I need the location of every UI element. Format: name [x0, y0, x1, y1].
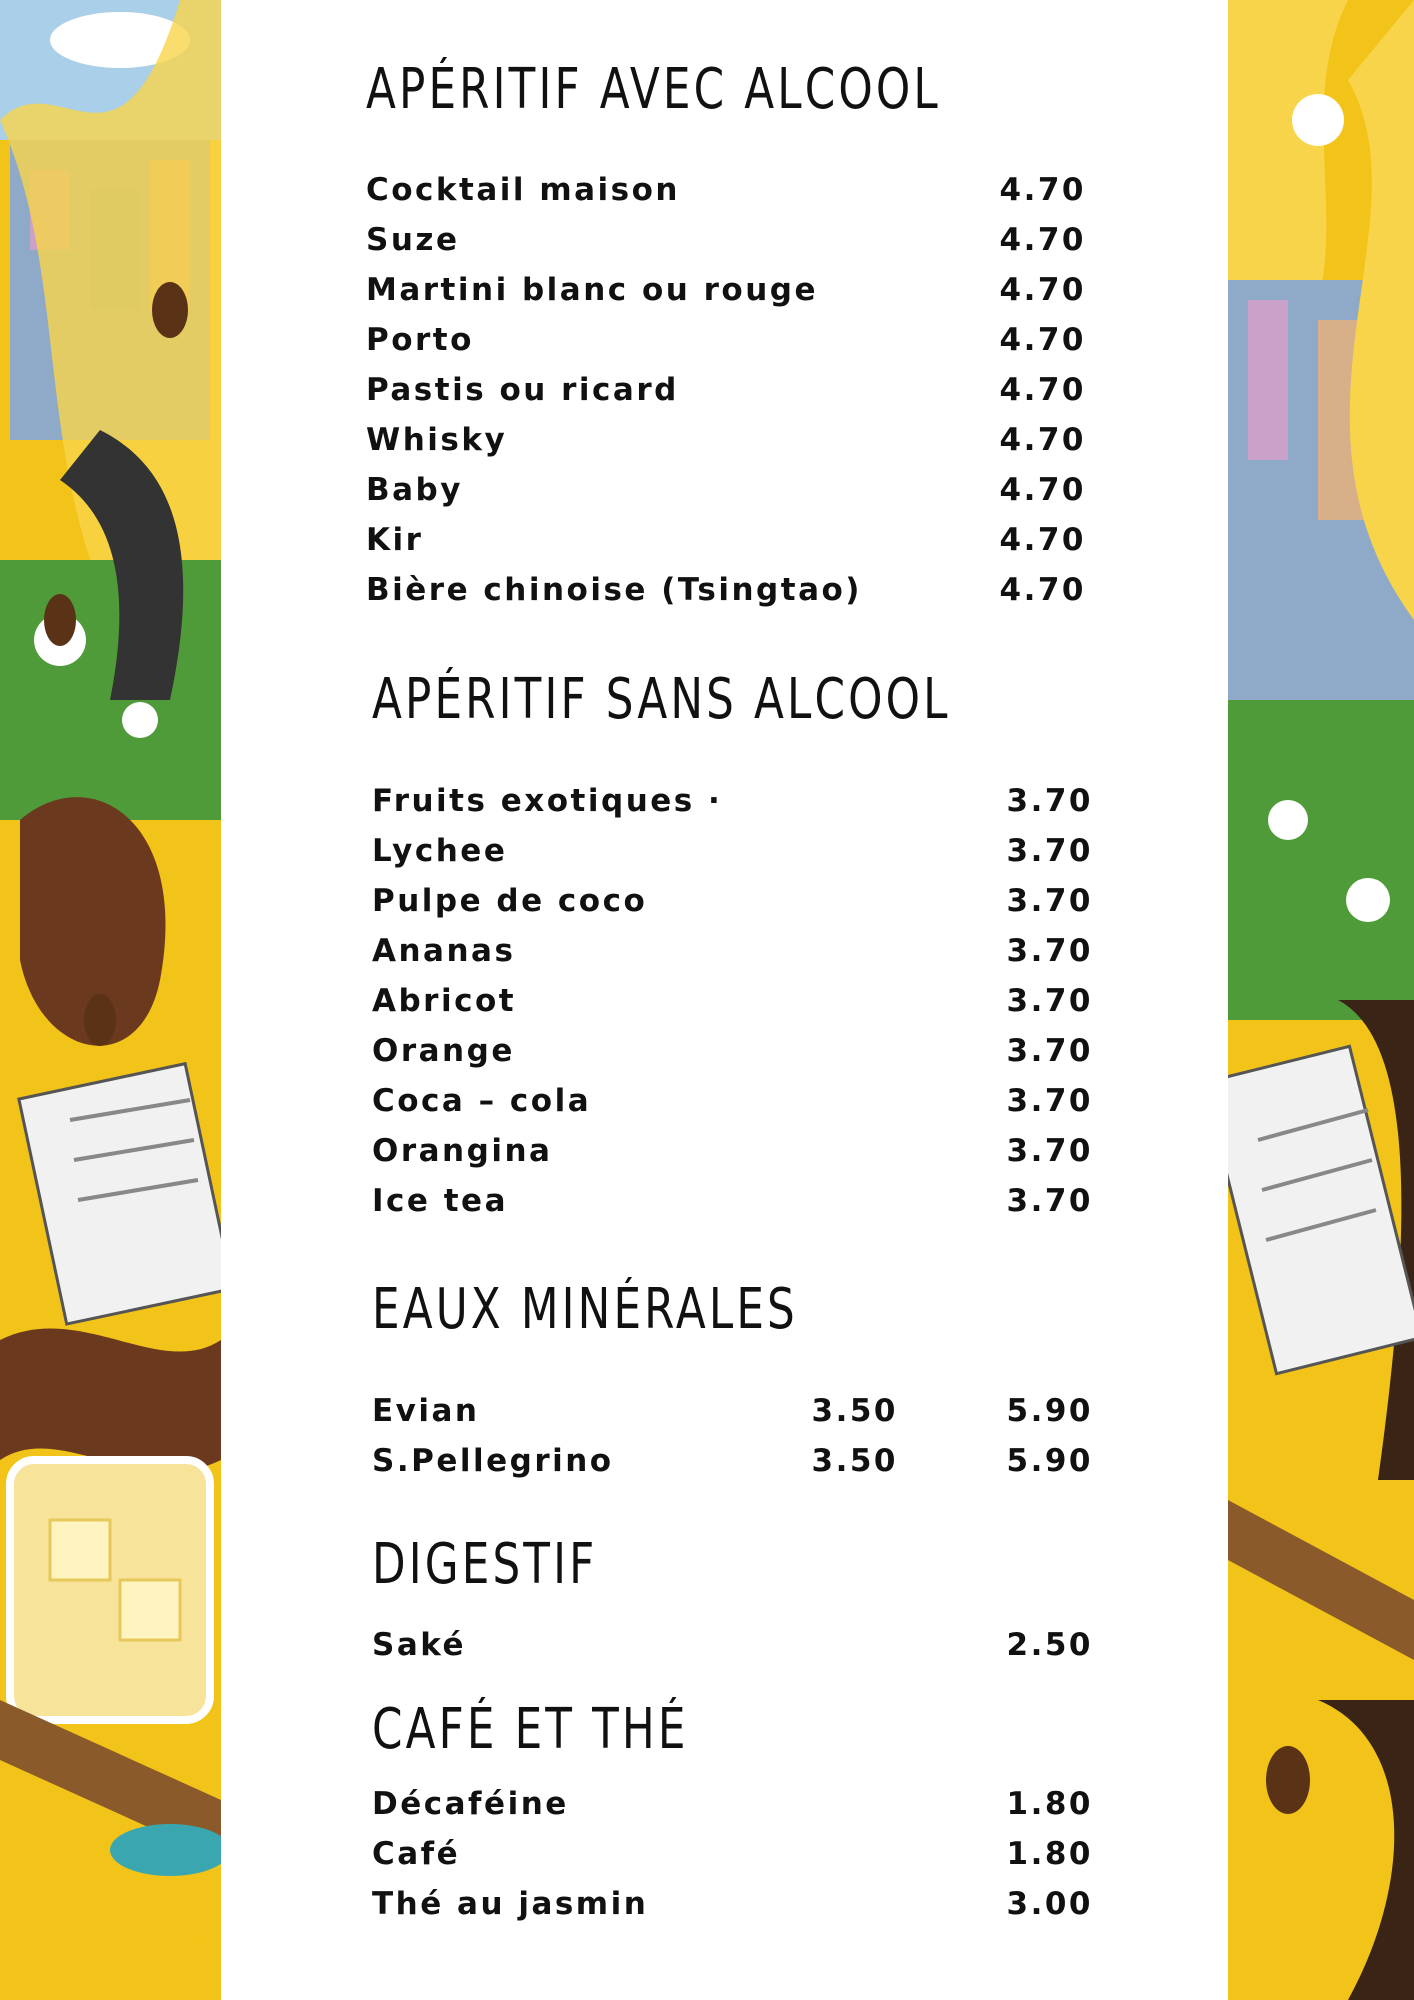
item-name: Ice tea — [372, 1183, 508, 1219]
item-name: Thé au jasmin — [372, 1886, 649, 1922]
item-name: Martini blanc ou rouge — [366, 272, 818, 308]
menu-item — [0, 422, 1414, 462]
item-name: Fruits exotiques · — [372, 783, 723, 819]
item-price: 4.70 — [999, 222, 1086, 258]
section-title-aperitif-sans-alcool: APÉRITIF SANS ALCOOL — [372, 667, 951, 732]
section-title-aperitif-alcool: APÉRITIF AVEC ALCOOL — [366, 57, 941, 122]
menu-item — [0, 172, 1414, 212]
item-name: Café — [372, 1836, 461, 1872]
menu-item — [0, 1836, 1414, 1876]
item-name: Coca – cola — [372, 1083, 592, 1119]
item-price: 3.70 — [1006, 1183, 1093, 1219]
section-title-cafe-the: CAFÉ ET THÉ — [372, 1697, 689, 1762]
item-price: 2.50 — [1006, 1627, 1093, 1663]
item-name: Décaféine — [372, 1786, 569, 1822]
menu-item — [0, 1627, 1414, 1667]
menu-item — [0, 1183, 1414, 1223]
item-price: 4.70 — [999, 472, 1086, 508]
menu-item — [0, 883, 1414, 923]
item-price: 3.70 — [1006, 1083, 1093, 1119]
item-name: Suze — [366, 222, 460, 258]
item-name: Lychee — [372, 833, 508, 869]
menu-item — [0, 1786, 1414, 1826]
item-price: 4.70 — [999, 422, 1086, 458]
item-name: Evian — [372, 1393, 480, 1429]
item-name: Baby — [366, 472, 463, 508]
menu-item — [0, 833, 1414, 873]
menu-item — [0, 372, 1414, 412]
menu-item — [0, 1443, 1414, 1483]
menu-item — [0, 272, 1414, 312]
item-price: 4.70 — [999, 322, 1086, 358]
menu-item — [0, 1886, 1414, 1926]
item-name: Ananas — [372, 933, 516, 969]
item-price: 3.70 — [1006, 1033, 1093, 1069]
item-name: Whisky — [366, 422, 508, 458]
item-name: Bière chinoise (Tsingtao) — [366, 572, 862, 608]
item-price: 3.70 — [1006, 833, 1093, 869]
item-name: Porto — [366, 322, 474, 358]
item-name: Abricot — [372, 983, 517, 1019]
item-price: 4.70 — [999, 172, 1086, 208]
menu-item — [0, 472, 1414, 512]
section-title-eaux-minerales: EAUX MINÉRALES — [372, 1277, 798, 1342]
item-name: Orange — [372, 1033, 515, 1069]
menu-item — [0, 933, 1414, 973]
item-price: 3.70 — [1006, 983, 1093, 1019]
menu-item — [0, 1083, 1414, 1123]
item-price: 4.70 — [999, 272, 1086, 308]
item-price: 3.70 — [1006, 933, 1093, 969]
item-price: 3.70 — [1006, 1133, 1093, 1169]
item-price: 5.90 — [1006, 1443, 1093, 1479]
menu-item — [0, 322, 1414, 362]
item-price: 4.70 — [999, 372, 1086, 408]
item-price: 4.70 — [999, 522, 1086, 558]
item-price: 5.90 — [1006, 1393, 1093, 1429]
item-name: Saké — [372, 1627, 467, 1663]
item-name: Pastis ou ricard — [366, 372, 679, 408]
item-price: 4.70 — [999, 572, 1086, 608]
item-price-small: 3.50 — [811, 1443, 898, 1479]
item-price: 1.80 — [1006, 1786, 1093, 1822]
menu-item — [0, 1133, 1414, 1173]
menu-item — [0, 783, 1414, 823]
item-price: 3.00 — [1006, 1886, 1093, 1922]
item-name: S.Pellegrino — [372, 1443, 614, 1479]
item-name: Kir — [366, 522, 424, 558]
section-title-digestif: DIGESTIF — [372, 1532, 598, 1597]
menu-item — [0, 222, 1414, 262]
item-name: Cocktail maison — [366, 172, 680, 208]
item-name: Orangina — [372, 1133, 553, 1169]
menu-item — [0, 983, 1414, 1023]
menu-item — [0, 522, 1414, 562]
item-price: 3.70 — [1006, 883, 1093, 919]
menu-item — [0, 1033, 1414, 1073]
item-name: Pulpe de coco — [372, 883, 648, 919]
item-price: 1.80 — [1006, 1836, 1093, 1872]
item-price-small: 3.50 — [811, 1393, 898, 1429]
item-price: 3.70 — [1006, 783, 1093, 819]
menu-item — [0, 1393, 1414, 1433]
menu-item — [0, 572, 1414, 612]
